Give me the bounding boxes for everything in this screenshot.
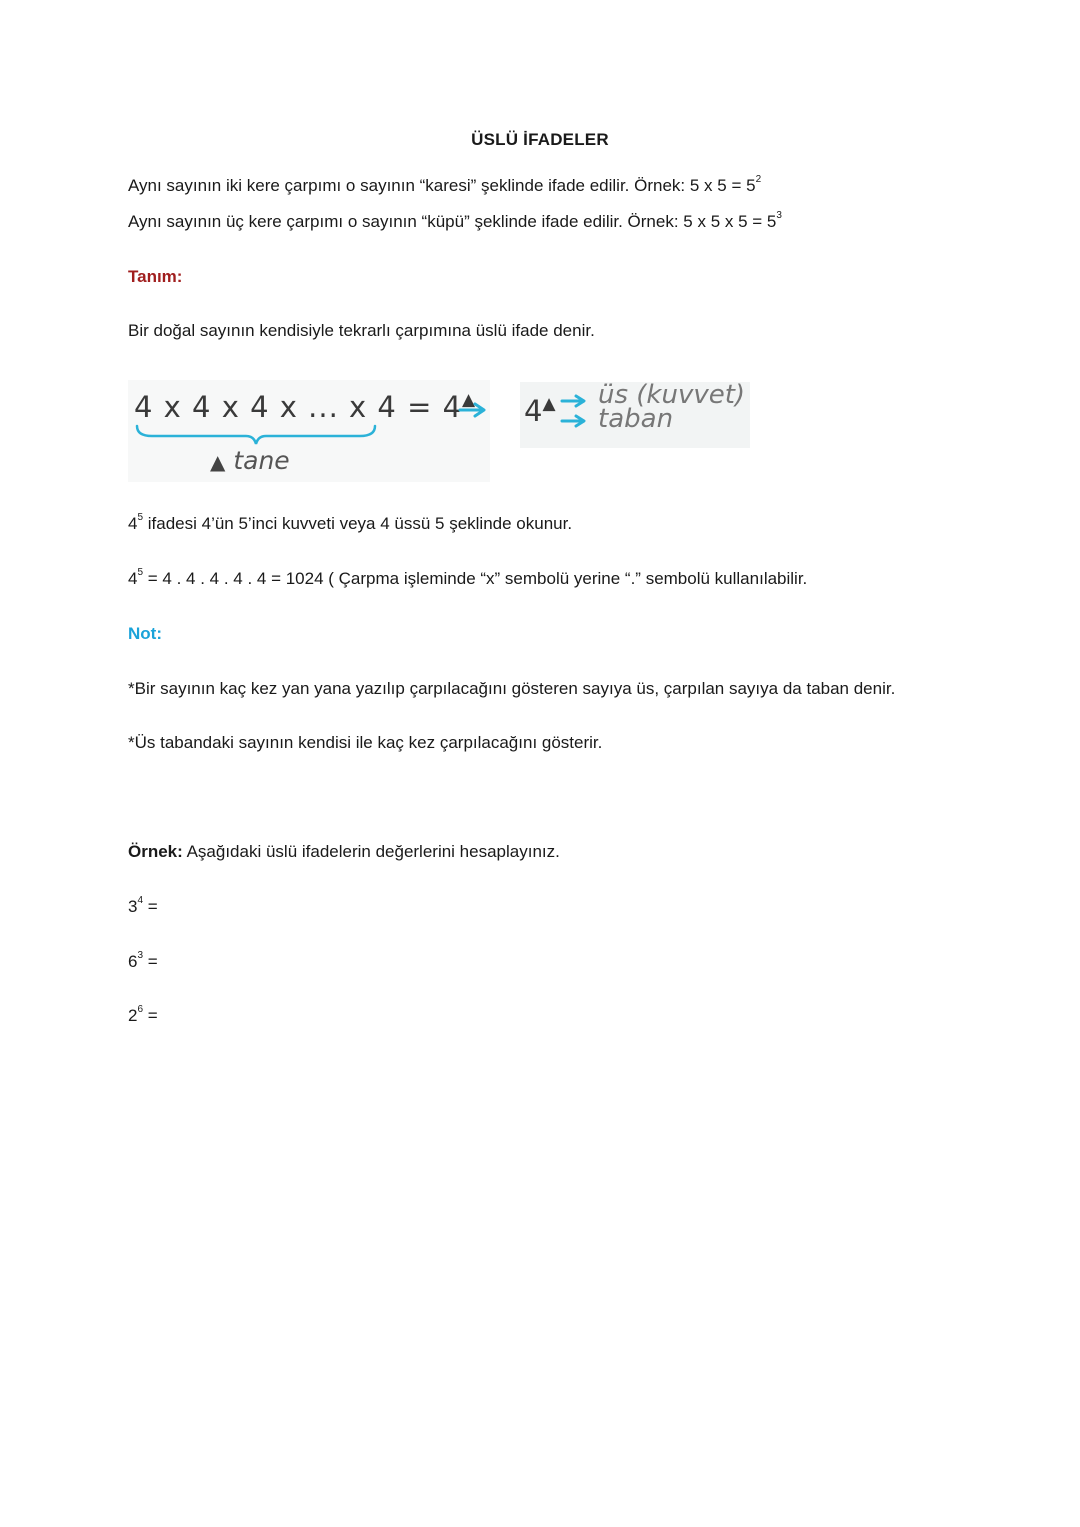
exercise-equals: = [143, 897, 158, 916]
triangle-exponent-icon: ▲ [462, 390, 477, 410]
right-arrow-icon [458, 402, 488, 418]
tanim-heading: Tanım: [128, 267, 183, 286]
exponent-parts-diagram [520, 382, 750, 448]
exercise-base: 6 [128, 952, 138, 971]
brace-label-text: tane [233, 446, 290, 475]
exercise-base: 3 [128, 897, 138, 916]
not-heading: Not: [128, 624, 162, 643]
exponent-diagram [128, 380, 490, 482]
expansion-text: = 4 . 4 . 4 . 4 . 4 = 1024 ( Çarpma işleminde “x” sembolü yerine “.” sembolü kullanılabilir. [143, 569, 808, 588]
ornek-line [128, 842, 560, 862]
note-2: *Üs tabandaki sayının kendisi ile kaç kez çarpılacağını gösterir. [128, 733, 603, 752]
ornek-text: Aşağıdaki üslü ifadelerin değerlerini hesaplayınız. [182, 842, 560, 861]
intro-line-cube [128, 212, 782, 232]
diagram-formula [134, 390, 476, 424]
exercise-item [128, 952, 158, 972]
diagram-formula-text: 4 x 4 x 4 x ... x 4 = 4 [134, 390, 463, 424]
reading-base: 4 [128, 514, 138, 533]
base-arrow-icon [560, 414, 590, 428]
exercise-exponent: 4 [137, 895, 144, 907]
expansion-base: 4 [128, 569, 138, 588]
exercise-equals: = [143, 1006, 158, 1025]
exercise-base: 2 [128, 1006, 138, 1025]
reading-exponent: 5 [137, 512, 144, 524]
brace-label [210, 446, 290, 475]
intro-line-square [128, 176, 761, 196]
intro-line-square-text: Aynı sayının iki kere çarpımı o sayının “karesi” şeklinde ifade edilir. Örnek: 5 x 5 = 5 [128, 176, 756, 195]
exponent-label: üs (kuvvet) [598, 380, 746, 410]
page-title: ÜSLÜ İFADELER [471, 130, 609, 149]
parts-base-text: 4 [524, 394, 543, 428]
intro-line-square-exponent: 2 [755, 174, 762, 186]
intro-line-cube-text: Aynı sayının üç kere çarpımı o sayının “küpü” şeklinde ifade edilir. Örnek: 5 x 5 x 5 = 5 [128, 212, 777, 231]
underbrace-icon [134, 424, 379, 448]
triangle-icon: ▲ [210, 450, 226, 474]
reading-text: ifadesi 4’ün 5’inci kuvveti veya 4 üssü 5 şeklinde okunur. [143, 514, 573, 533]
intro-line-cube-exponent: 3 [776, 210, 782, 222]
exercise-exponent: 6 [137, 1004, 144, 1016]
ornek-label: Örnek: [128, 842, 183, 861]
base-label: taban [598, 404, 674, 434]
reading-line [128, 514, 572, 534]
parts-base [524, 394, 556, 428]
exponent-arrow-icon [560, 394, 590, 408]
exercise-equals: = [143, 952, 158, 971]
expansion-exponent: 5 [137, 567, 144, 579]
exercise-item [128, 897, 158, 917]
exercise-exponent: 3 [137, 950, 144, 962]
exercise-item [128, 1006, 158, 1026]
expansion-line [128, 569, 807, 589]
parts-triangle-icon: ▲ [542, 394, 556, 414]
note-1: *Bir sayının kaç kez yan yana yazılıp çarpılacağını gösteren sayıya üs, çarpılan sayıya da taban denir. [128, 679, 896, 698]
tanim-text: Bir doğal sayının kendisiyle tekrarlı çarpımına üslü ifade denir. [128, 321, 595, 340]
